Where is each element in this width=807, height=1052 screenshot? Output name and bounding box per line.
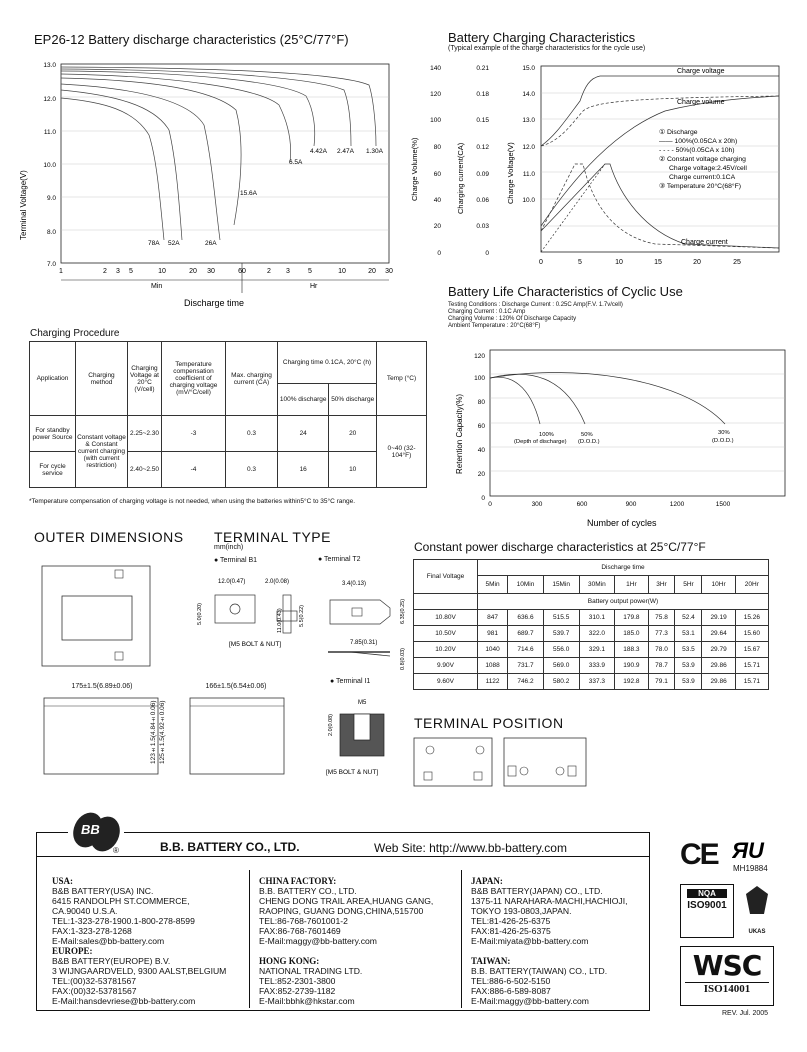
charging-procedure-title: Charging Procedure [30,328,120,339]
iso9001-badge: NQA ISO9001 [680,884,734,938]
curve-label: 15.6A [240,190,257,197]
svg-text:10: 10 [615,259,623,266]
registered-mark: ® [113,846,119,855]
svg-text:[M5 BOLT & NUT]: [M5 BOLT & NUT] [326,769,379,776]
svg-text:0.18: 0.18 [476,91,489,98]
header-50-discharge: 50% discharge [329,384,377,416]
voltage-ticks [522,65,535,204]
svg-text:3.4(0.13): 3.4(0.13) [342,581,367,587]
svg-text:7.85(0.31): 7.85(0.31) [350,640,378,646]
charging-chart-title: Battery Charging Characteristics [448,30,636,45]
charging-notes [659,128,747,190]
discharge-y-ticks [43,62,56,268]
company-name: B.B. BATTERY CO., LTD. [160,840,300,854]
discharge-x-ticks [59,268,393,275]
svg-text:120: 120 [474,353,485,360]
svg-text:2.0(0.08): 2.0(0.08) [328,713,334,736]
svg-text:60: 60 [433,171,441,178]
temp-cell: 0~40 (32-104°F) [377,416,427,488]
life-x-label: Number of cycles [587,518,657,528]
life-x-ticks [488,501,730,508]
svg-text:300: 300 [531,501,543,508]
svg-text:12.0(0.47): 12.0(0.47) [218,579,246,585]
svg-text:2: 2 [267,268,271,275]
svg-text:20: 20 [477,471,485,478]
svg-text:100: 100 [474,375,485,382]
header-max-current: Max. charging current (CA) [226,342,278,416]
svg-text:12.0: 12.0 [522,144,535,151]
dimension-length: 175±1.5(6.89±0.06) [71,683,133,690]
revision: REV. Jul. 2005 [722,1010,769,1017]
svg-text:0.06: 0.06 [476,197,489,204]
ul-number: MH19884 [733,864,768,873]
svg-text:15.0: 15.0 [522,65,535,72]
terminal-t2-label: ● Terminal T2 [318,556,361,563]
svg-text:25: 25 [733,259,741,266]
discharge-curves [61,67,376,240]
method-cell: Constant voltage & Constant current charging (with current restriction) [76,416,128,488]
svg-text:5: 5 [308,268,312,275]
battery-end-view [186,692,290,780]
svg-text:5.5(0.22): 5.5(0.22) [299,604,305,627]
discharge-plot-area [61,64,389,263]
svg-text:15: 15 [654,259,662,266]
ukas-badge: UKAS [742,884,772,938]
svg-text:① Discharge: ① Discharge [659,129,698,136]
battery-top-view [40,560,160,670]
svg-text:14.0: 14.0 [522,91,535,98]
x-unit-min: Min [151,283,163,290]
svg-text:0.09: 0.09 [476,171,489,178]
svg-text:(D.O.D.): (D.O.D.) [578,439,600,445]
svg-text:0.12: 0.12 [476,144,489,151]
table-row: For standby power Source Constant voltage & Constant current charging (with current restriction) 2.25~2.30 -3 0.3 24 20 0~40 (32-104°F) [30,416,427,452]
svg-text:- - - - 50%(0.05CA x 10h): - - - - 50%(0.05CA x 10h) [659,147,735,154]
terminal-position-drawing [412,736,592,788]
svg-text:Charge voltage:2.45V/cell: Charge voltage:2.45V/cell [669,165,747,172]
terminal-i1-label: ● Terminal I1 [330,678,371,685]
svg-text:0.15: 0.15 [476,117,489,124]
discharge-curve-labels [148,148,384,247]
curve-label: 6.5A [289,159,303,166]
y-tick: 13.0 [43,62,56,69]
svg-text:11.0(0.43): 11.0(0.43) [277,608,283,633]
charging-chart-subtitle: (Typical example of the charge characteristics for the cycle use) [448,45,646,52]
terminal-type-title: TERMINAL TYPE [214,529,331,545]
discharge-y-label: Terminal Voltage(V) [19,170,28,240]
ul-mark [732,838,776,862]
svg-text:BB: BB [81,822,100,837]
svg-text:40: 40 [477,447,485,454]
svg-text:13.0: 13.0 [522,117,535,124]
voltage-axis-label: Charge Voltage(V) [506,142,515,204]
curve-label: 2.47A [337,148,354,155]
header-100-discharge: 100% discharge [278,384,329,416]
svg-text:60: 60 [238,268,246,275]
svg-text:3: 3 [116,268,120,275]
svg-text:40: 40 [433,197,441,204]
terminal-i1-drawing [320,692,410,780]
curve-label: 52A [168,240,180,247]
volume-axis-label: Charge Volume(%) [410,137,419,201]
discharge-chart-title: EP26-12 Battery discharge characteristics (25°C/77°F) [34,32,349,47]
svg-text:100: 100 [430,117,441,124]
svg-text:1200: 1200 [669,501,685,508]
svg-text:0.21: 0.21 [476,65,489,72]
current-axis-label: Charging current(CA) [456,142,465,214]
svg-text:30: 30 [385,268,393,275]
svg-text:60: 60 [477,423,485,430]
discharge-gridlines [61,97,389,230]
header-discharge-time: Discharge time [478,560,769,576]
y-tick: 11.0 [43,129,56,136]
header-application: Application [30,342,76,416]
curve-label: 26A [205,240,217,247]
svg-text:600: 600 [576,501,588,508]
svg-text:ЯU: ЯU [732,838,764,862]
table-row: 10.50V 981 689.7 539.7 322.0 185.0 77.3 53.1 29.64 15.60 [414,626,769,642]
table-row: 9.60V 1122 746.2 580.2 337.3 192.8 79.1 53.9 29.86 15.71 [414,674,769,690]
current-ticks [476,65,489,257]
iso14001-badge: WSC ISO14001 [680,946,774,1006]
volume-ticks [430,65,441,257]
table-row: For cycle service 2.40~2.50 -4 0.3 16 10 [30,452,427,488]
curve-label: 1.30A [366,148,383,155]
svg-text:0.03: 0.03 [476,223,489,230]
svg-text:0.8(0.03): 0.8(0.03) [400,647,406,670]
svg-text:1500: 1500 [715,501,731,508]
address-hongkong: HONG KONG: NATIONAL TRADING LTD. TEL:852-2301-3800 FAX:852-2739-1182 E-Mail:bbhk@hkstar.com [259,956,363,1006]
svg-text:140: 140 [430,65,441,72]
svg-text:0: 0 [481,495,485,502]
dimension-width: 166±1.5(6.54±0.06) [205,683,267,690]
y-tick: 8.0 [46,229,56,236]
svg-text:0: 0 [485,250,489,257]
svg-text:0: 0 [539,259,543,266]
svg-text:2: 2 [103,268,107,275]
curve-label: 78A [148,240,160,247]
svg-text:0: 0 [488,501,492,508]
address-taiwan: TAIWAN: B.B. BATTERY(TAIWAN) CO., LTD. TEL:886-6-502-5150 FAX:886-6-589-8087 E-Mail:maggy@bb-battery.com [471,956,608,1006]
svg-text:1: 1 [59,268,63,275]
svg-text:[M5 BOLT & NUT]: [M5 BOLT & NUT] [229,641,282,648]
svg-text:20: 20 [693,259,701,266]
svg-text:80: 80 [433,144,441,151]
header-method: Charging method [76,342,128,416]
life-chart [450,336,790,536]
header-final-voltage: Final Voltage [414,560,478,594]
svg-text:5: 5 [129,268,133,275]
table-row: 10.20V 1040 714.6 556.0 329.1 188.3 78.0 53.5 29.79 15.67 [414,642,769,658]
dimension-height: 123±1.5(4.84±0.06) [150,700,157,764]
life-y-ticks [474,353,485,502]
svg-text:10.0: 10.0 [522,197,535,204]
y-tick: 9.0 [46,195,56,202]
y-tick: 12.0 [43,96,56,103]
svg-text:(Depth of discharge): (Depth of discharge) [514,439,567,445]
svg-text:50%: 50% [581,432,593,438]
svg-text:900: 900 [625,501,637,508]
svg-text:120: 120 [430,91,441,98]
svg-text:11.0: 11.0 [522,171,535,178]
svg-text:Charge current:0.1CA: Charge current:0.1CA [669,174,736,181]
x-unit-hr: Hr [310,283,318,290]
svg-text:5.0(0.20): 5.0(0.20) [197,602,203,625]
svg-text:20: 20 [433,223,441,230]
svg-text:(D.O.D.): (D.O.D.) [712,438,734,444]
y-tick: 10.0 [43,162,56,169]
table-row: 9.90V 1088 731.7 569.0 333.9 190.9 78.7 53.9 29.86 15.71 [414,658,769,674]
header-temp-comp: Temperature compensation coefficient of charging voltage (mV/°C/cell) [162,342,226,416]
life-curves [490,373,725,424]
svg-text:3: 3 [286,268,290,275]
address-europe: EUROPE: B&B BATTERY(EUROPE) B.V. 3 WIJNGAARDVELD, 9300 AALST,BELGIUM TEL:(00)32-53781567 FAX:(00)32-53781567 E-Mail:hansdevriese@bb-battery.com [52,946,227,1006]
svg-text:100%: 100% [539,432,554,438]
table-row: 10.80V 847 636.6 515.5 310.1 179.8 75.8 52.4 29.19 15.26 [414,610,769,626]
company-website[interactable]: Web Site: http://www.bb-battery.com [374,841,567,855]
charging-curves [541,76,779,252]
svg-text:③ Temperature 20°C(68°F): ③ Temperature 20°C(68°F) [659,183,742,190]
address-japan: JAPAN: B&B BATTERY(JAPAN) CO., LTD. 1375-11 NARAHARA-MACHI,HACHIOJI, TOKYO 193-0803,JAPAN. TEL:81-426-25-6375 FAX:81-426-25-6375 E-Mail:miyata@bb-battery.com [471,876,628,946]
life-chart-title: Battery Life Characteristics of Cyclic Use [448,284,683,299]
y-tick: 7.0 [46,261,56,268]
discharge-x-label: Discharge time [184,298,245,308]
header-voltage: Charging Voltage at 20°C (V/cell) [128,342,162,416]
terminal-position-title: TERMINAL POSITION [414,715,564,731]
svg-text:10: 10 [338,268,346,275]
dimension-total-height: 125±1.5(4.92±0.06) [159,700,166,764]
address-usa: USA: B&B BATTERY(USA) INC. 6415 RANDOLPH ST.COMMERCE, CA.90040 U.S.A. TEL:1-323-278-1900.1-800-278-8599 FAX:1-323-278-1268 E-Mail:sales@bb-battery.com [52,876,195,946]
svg-text:10: 10 [158,268,166,275]
discharge-chart [14,50,406,312]
outer-dimensions-title: OUTER DIMENSIONS [34,529,184,545]
svg-text:20: 20 [368,268,376,275]
life-conditions: Testing Conditions : Discharge Current : 0.25C Amp(F.V. 1.7v/cell) Charging Current : 0.1C Amp Charging Volume : 120% Of Discharge Capacity Ambient Temperature : 20°C(68°F) [448,302,623,329]
svg-text:6.35(0.25): 6.35(0.25) [400,598,406,624]
svg-text:30%: 30% [718,430,730,436]
svg-text:—— 100%(0.05CA x 20h): —— 100%(0.05CA x 20h) [659,138,738,145]
label-charge-voltage: Charge voltage [677,68,725,75]
life-curve-labels [514,430,734,445]
svg-text:0: 0 [437,250,441,257]
charging-chart [405,56,800,272]
curve-label: 4.42A [310,148,327,155]
header-temp: Temp (°C) [377,342,427,416]
terminal-b1-drawing [193,575,313,653]
terminal-unit: mm(inch) [214,544,244,551]
label-charge-current: Charge current [681,239,728,246]
terminal-t2-drawing [320,572,410,672]
charging-procedure-table [29,341,427,488]
power-table-title: Constant power discharge characteristics at 25°C/77°F [414,540,706,554]
svg-text:20: 20 [189,268,197,275]
svg-text:2.0(0.08): 2.0(0.08) [265,579,290,585]
ce-mark: CE [680,838,718,871]
life-y-label: Retention Capacity(%) [455,393,464,474]
terminal-b1-label: ● Terminal B1 [214,557,258,564]
svg-text:M5: M5 [358,700,367,706]
power-table: Final Voltage Discharge time 5Min 10Min 15Min 30Min 1Hr 3Hr 5Hr 10Hr 20Hr Battery output power(W) 10.80V 847 636.6 515.5 310.1 179.8 75.8 52.4 29.19 15.26 10.50V 981 689.7 539.7 322.0 185.0 77.3 53.1 29.64 15.60 10.20V 1040 714.6 556.0 329.1 188.3 78.0 53.5 29.79 15.67 9.90V 1088 731.7 569.0 333.9 190.9 78.7 53.9 29.86 15.71 9.60V 1122 746.2 580.2 337.3 192.8 79.1 53.9 29.86 15.71 [413,559,769,690]
label-charge-volume: Charge volume [677,99,725,106]
svg-text:② Constant voltage charging: ② Constant voltage charging [659,156,746,163]
svg-text:5: 5 [578,259,582,266]
charging-x-ticks [539,259,741,266]
svg-text:30: 30 [207,268,215,275]
charging-footnote: *Temperature compensation of charging voltage is not needed, when using the batteries within5°C to 35°C range. [29,498,356,505]
svg-text:80: 80 [477,399,485,406]
header-charging-time: Charging time 0.1CA, 20°C (h) [278,342,377,384]
address-china: CHINA FACTORY: B.B. BATTERY CO., LTD. CHENG DONG TRAIL AREA,HUANG GANG, RAOPING, GUANG DONG,CHINA,515700 TEL:86-768-7601001-2 FAX:86-768-7601469 E-Mail:maggy@bb-battery.com [259,876,434,946]
header-output-power: Battery output power(W) [478,594,769,610]
